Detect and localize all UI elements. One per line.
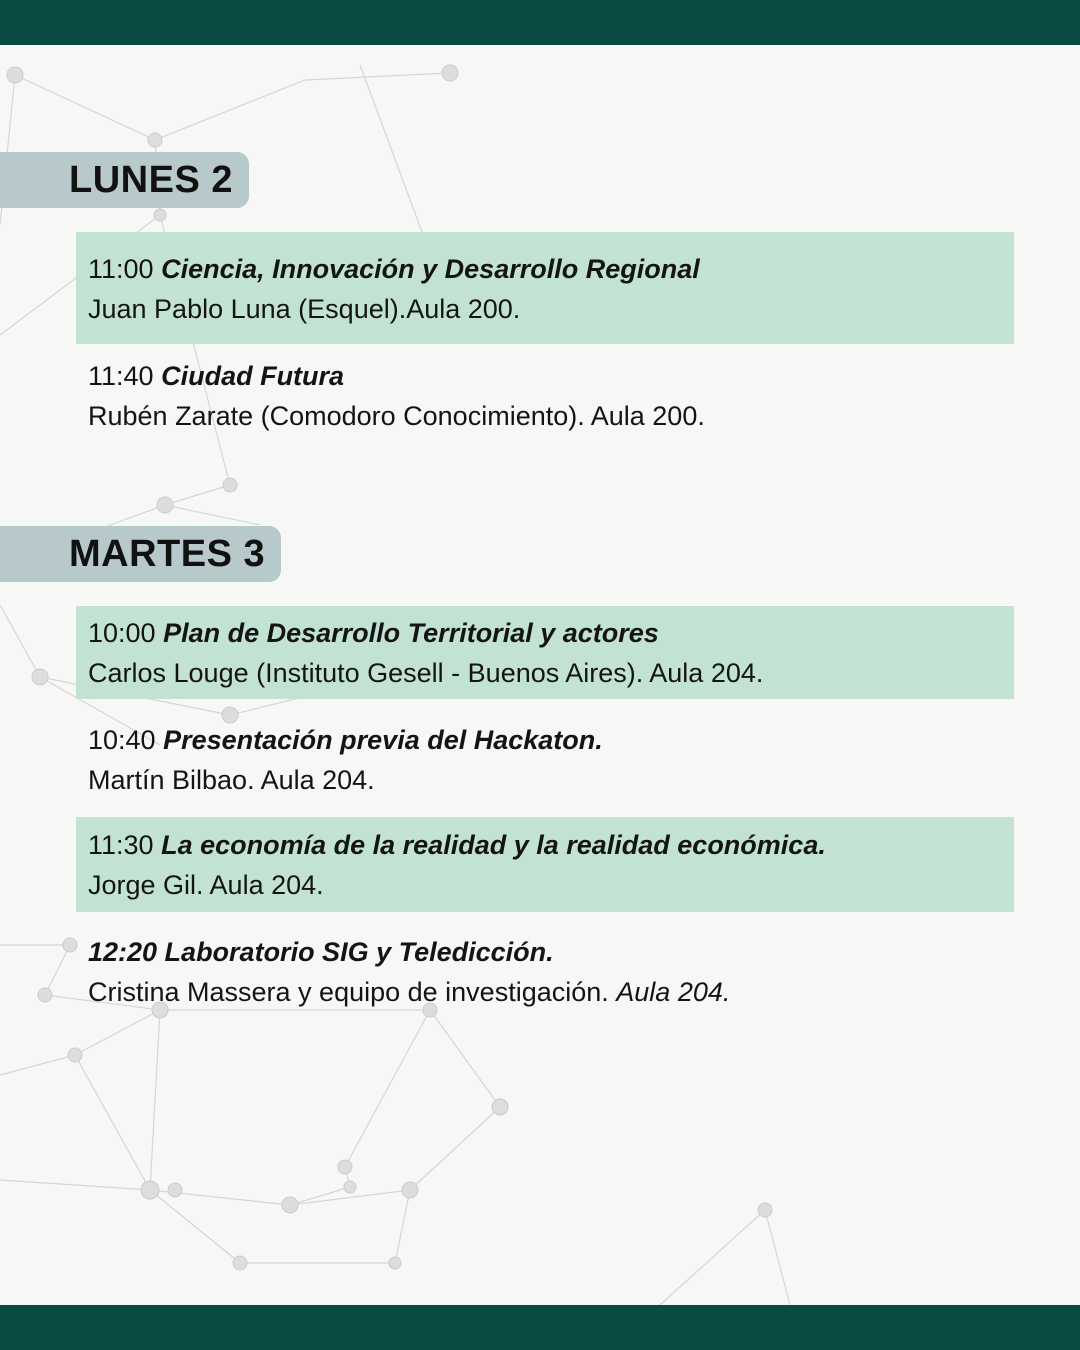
event-item [76, 817, 1014, 912]
event-heading [88, 932, 1014, 972]
event-time: 11:00 [88, 254, 154, 284]
event-time: 11:40 [88, 361, 154, 391]
event-room: Aula 204. [616, 977, 731, 1007]
event-title: Ciencia, Innovación y Desarrollo Regional [161, 254, 700, 284]
event-heading [88, 720, 1014, 760]
event-time: 10:40 [88, 725, 156, 755]
event-item [76, 606, 1014, 699]
day-label: MARTES 3 [69, 532, 266, 575]
day-tag-lunes [0, 152, 249, 208]
event-heading [88, 249, 1014, 289]
event-detail: Juan Pablo Luna (Esquel).Aula 200. [88, 294, 521, 324]
event-time: 10:00 [88, 618, 156, 648]
event-item [76, 720, 1014, 806]
event-item [76, 356, 1014, 446]
event-heading [88, 825, 1014, 865]
event-title: Plan de Desarrollo Territorial y actores [163, 618, 659, 648]
event-time: 11:30 [88, 830, 154, 860]
event-title: La economía de la realidad y la realidad económica. [161, 830, 826, 860]
event-detail: Rubén Zarate (Comodoro Conocimiento). Aula 200. [88, 401, 705, 431]
day-tag-martes [0, 526, 281, 582]
event-detail: Cristina Massera y equipo de investigación. [88, 977, 617, 1007]
event-title: Presentación previa del Hackaton. [163, 725, 603, 755]
event-heading [88, 356, 1014, 396]
event-title: Ciudad Futura [161, 361, 345, 391]
event-detail: Martín Bilbao. Aula 204. [88, 765, 375, 795]
top-bar [0, 0, 1080, 45]
event-detail-line [88, 972, 1014, 1012]
event-item [76, 932, 1014, 1018]
event-detail: Jorge Gil. Aula 204. [88, 870, 324, 900]
event-heading-text: 12:20 Laboratorio SIG y Teledicción. [88, 937, 554, 967]
bottom-bar [0, 1305, 1080, 1350]
event-detail: Carlos Louge (Instituto Gesell - Buenos Aires). Aula 204. [88, 658, 764, 688]
day-label: LUNES 2 [69, 158, 233, 201]
event-item [76, 232, 1014, 344]
event-heading [88, 613, 1014, 653]
